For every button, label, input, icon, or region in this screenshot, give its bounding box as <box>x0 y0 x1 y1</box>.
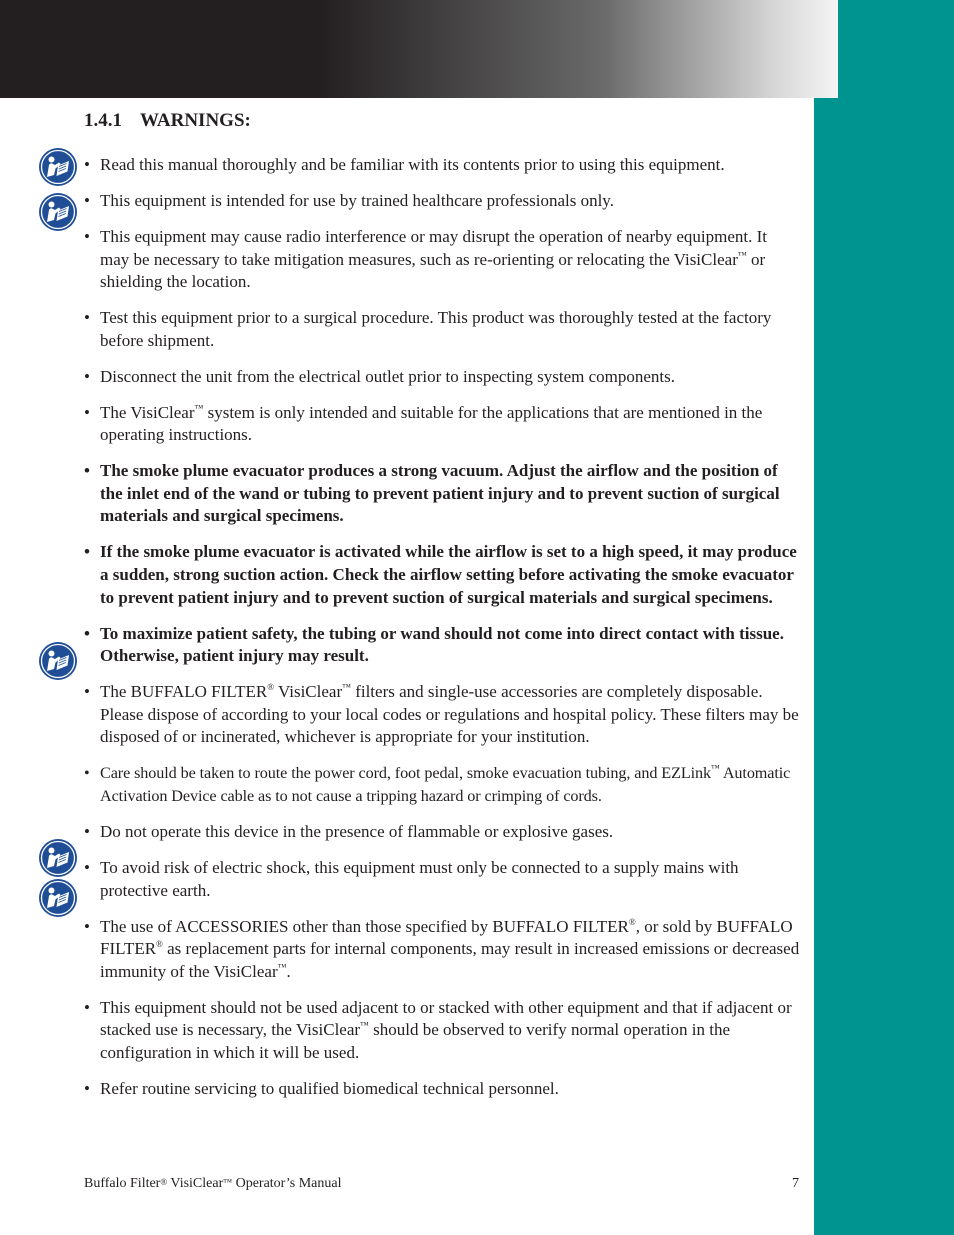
trademark-symbol: ™ <box>711 763 720 774</box>
bullet: • <box>84 155 90 174</box>
side-color-tab <box>814 98 954 1235</box>
list-item: • The smoke plume evacuator produces a strong vacuum. Adjust the airflow and the position of the inlet end of the wand or tubing to prevent patient injury and to prevent suction of surgical materials and surgical specimens. <box>84 461 780 526</box>
trademark-symbol: ™ <box>737 249 747 260</box>
consult-instructions-icon <box>38 878 78 918</box>
bullet: • <box>84 997 90 1017</box>
registered-symbol: ® <box>267 682 275 693</box>
bullet: • <box>84 764 90 783</box>
consult-instructions-icon <box>38 192 78 232</box>
section-title: WARNINGS: <box>140 110 251 131</box>
trademark-symbol: ™ <box>194 402 204 413</box>
list-item: • Do not operate this device in the presence of flammable or explosive gases. <box>84 821 800 844</box>
bullet: • <box>84 857 90 877</box>
list-item: • Disconnect the unit from the electrical outlet prior to inspecting system components. <box>84 366 800 389</box>
trademark-symbol: ™ <box>223 1177 233 1187</box>
bullet: • <box>84 461 90 481</box>
bullet: • <box>84 916 90 936</box>
bullet: • <box>84 682 90 702</box>
bullet: • <box>84 821 90 841</box>
page-number: 7 <box>792 1176 799 1191</box>
consult-instructions-icon <box>38 641 78 681</box>
list-item: • This equipment may cause radio interference or may disrupt the operation of nearby equipment. It may be necessary to take mitigation measures, such as re-orienting or relocating the VisiClear™ or shielding the location. <box>84 226 768 292</box>
list-item: • Read this manual thoroughly and be familiar with its contents prior to using this equipment. <box>84 154 800 177</box>
list-item: • Test this equipment prior to a surgical procedure. This product was thoroughly tested at the factory before shipment. <box>84 308 772 350</box>
bullet: • <box>84 1078 90 1098</box>
list-item: • To avoid risk of electric shock, this equipment must only be connected to a supply mains with protective earth. <box>84 857 739 900</box>
section-number: 1.4.1 <box>84 110 122 131</box>
bullet: • <box>84 402 90 422</box>
list-item: • The use of ACCESSORIES other than those specified by BUFFALO FILTER®, or sold by BUFFALO FILTER® as replacement parts for internal components, may result in increased emissions or decreased immunity of the VisiClear™. <box>84 916 800 981</box>
bullet: • <box>84 226 90 246</box>
bullet: • <box>84 308 90 328</box>
trademark-symbol: ™ <box>342 682 351 693</box>
trademark-symbol: ™ <box>277 961 287 972</box>
list-item: • Care should be taken to route the power cord, foot pedal, smoke evacuation tubing, and EZLink™ Automatic Activation Device cable as to not cause a tripping hazard or crimping of cords. <box>84 763 791 805</box>
bullet: • <box>84 366 90 386</box>
registered-symbol: ® <box>156 939 163 950</box>
list-item: • If the smoke plume evacuator is activated while the airflow is set to a high speed, it may produce a sudden, strong suction action. Check the airflow setting before activating the smoke evacuator to prevent patient injury and to prevent suction of surgical materials and surgical specimens. <box>84 542 797 607</box>
section-heading <box>84 110 251 132</box>
registered-symbol: ® <box>628 916 636 927</box>
consult-instructions-icon <box>38 838 78 878</box>
consult-instructions-icon <box>38 147 78 187</box>
list-item: • This equipment is intended for use by trained healthcare professionals only. <box>84 190 800 213</box>
list-item: • The VisiClear™ system is only intended and suitable for the applications that are mentioned in the operating instructions. <box>84 402 763 445</box>
list-item: • Refer routine servicing to qualified biomedical technical personnel. <box>84 1078 800 1101</box>
side-color-tab-top <box>838 0 954 98</box>
trademark-symbol: ™ <box>360 1020 369 1031</box>
bullet: • <box>84 542 90 562</box>
registered-symbol: ® <box>160 1177 168 1187</box>
list-item: • To maximize patient safety, the tubing or wand should not come into direct contact with tissue. Otherwise, patient injury may result. <box>84 623 784 666</box>
bullet: • <box>84 623 90 643</box>
list-item: • The BUFFALO FILTER® VisiClear™ filters and single-use accessories are completely disposable. Please dispose of according to your local codes or regulations and hospital policy. These filters may be disposed of or incinerated, whichever is appropriate for your institution. <box>84 682 799 747</box>
bullet: • <box>84 190 90 210</box>
footer-manual-title: Buffalo Filter® VisiClear™ Operator’s Manual <box>84 1176 342 1191</box>
header-gradient-band <box>0 0 838 98</box>
list-item: • This equipment should not be used adjacent to or stacked with other equipment and that if adjacent or stacked use is necessary, the VisiClear™ should be observed to verify normal operation in the configuration in which it will be used. <box>84 997 792 1062</box>
warnings-list <box>84 154 800 1114</box>
